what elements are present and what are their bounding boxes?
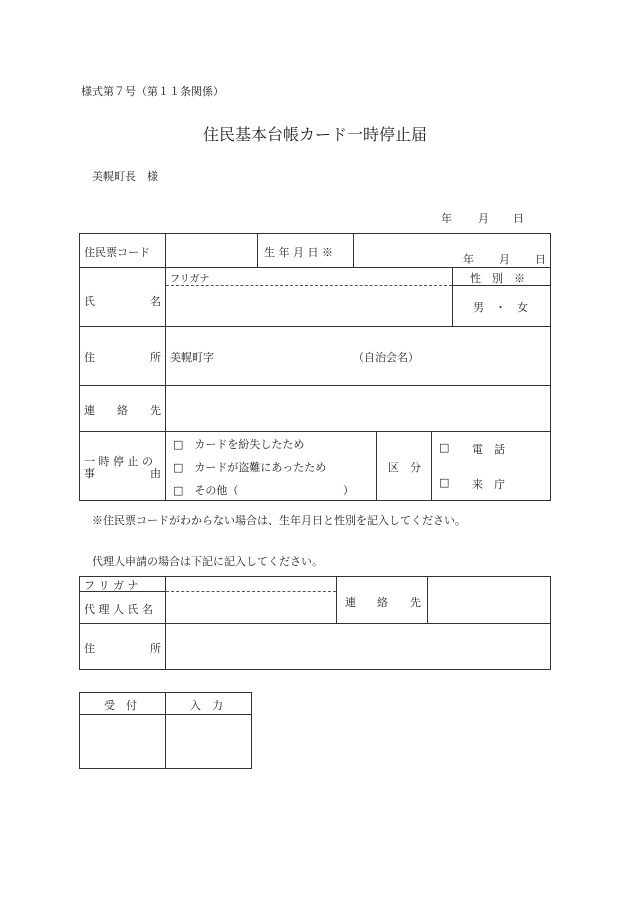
main-table-border (550, 233, 551, 501)
reason-label: 由 (150, 467, 161, 480)
main-table-border (79, 326, 551, 327)
proxy-contact-label: 先 (410, 596, 421, 609)
reason-option-lost[interactable]: □ カードを紛失したため (173, 438, 305, 451)
juminhyo-code-label: 住民票コード (84, 246, 150, 259)
address-field[interactable] (225, 330, 345, 382)
proxy-table-border (336, 576, 337, 624)
proxy-address-label: 住 (84, 642, 95, 655)
note-text: ※住民票コードがわからない場合は、生年月日と性別を記入してください。 (92, 514, 466, 527)
main-table-border (376, 431, 377, 501)
main-table-border (257, 233, 258, 268)
contact-label: 連 (84, 404, 95, 417)
page-title: 住民基本台帳カード一時停止届 (202, 125, 427, 144)
proxy-contact-label: 絡 (377, 596, 388, 609)
proxy-intro: 代理人申請の場合は下記に記入してください。 (92, 555, 323, 568)
sex-label: 性 別 ※ (470, 272, 525, 285)
category-phone-checkbox[interactable]: □ (439, 441, 450, 454)
main-table-border (452, 267, 453, 327)
proxy-address-field[interactable] (166, 624, 550, 669)
form-number: 様式第７号（第１１条関係） (81, 85, 224, 98)
date-day-label: 日 (513, 212, 524, 225)
contact-label: 先 (150, 404, 161, 417)
sex-options[interactable]: 男 ・ 女 (473, 301, 528, 314)
input-label: 入 力 (190, 699, 223, 712)
birthdate-field[interactable] (354, 234, 550, 267)
main-table-border (431, 431, 432, 501)
category-visit-checkbox[interactable]: □ (439, 476, 450, 489)
proxy-table-border (79, 576, 80, 670)
address-label: 住 (84, 351, 95, 364)
reason-option-stolen[interactable]: □ カードが盗難にあったため (173, 461, 327, 474)
date-year-label: 年 (441, 212, 452, 225)
reason-label: 事 (84, 467, 95, 480)
proxy-name-label: 代 理 人 氏 名 (84, 603, 153, 616)
contact-field[interactable] (166, 386, 550, 431)
name-label: 氏 (84, 295, 95, 308)
name-label: 名 (150, 295, 161, 308)
reason-label: 一 時 停 止 の (84, 455, 153, 468)
input-stamp-field (166, 715, 251, 768)
address-label: 所 (150, 351, 161, 364)
proxy-table-border (550, 576, 551, 670)
main-table-border (79, 233, 80, 501)
birth-year-label: 年 (463, 253, 474, 266)
juminhyo-code-field[interactable] (166, 234, 257, 267)
furigana-label: フリガナ (170, 274, 210, 285)
main-table-border (79, 431, 551, 432)
reception-stamp-field (80, 715, 165, 768)
birth-day-label: 日 (535, 253, 546, 266)
category-visit-label: 来 庁 (472, 478, 505, 491)
main-table-border (79, 500, 551, 501)
office-table-border (251, 692, 252, 769)
address-prefix: 美幌町字 (170, 351, 214, 364)
birthdate-label: 生 年 月 日 ※ (264, 246, 333, 259)
neighborhood-label: （自治会名） (353, 351, 419, 364)
furigana-field[interactable] (166, 268, 452, 285)
proxy-contact-field[interactable] (428, 577, 550, 623)
contact-label: 絡 (117, 404, 128, 417)
proxy-address-label: 所 (150, 642, 161, 655)
proxy-furigana-label: フ リ ガ ナ (84, 579, 139, 592)
addressee: 美幌町長 様 (92, 170, 158, 183)
reception-label: 受 付 (104, 699, 137, 712)
name-field[interactable] (166, 286, 452, 326)
reason-option-other[interactable]: □ その他（ (173, 484, 239, 497)
birth-month-label: 月 (499, 253, 510, 266)
proxy-contact-label: 連 (345, 596, 356, 609)
category-phone-label: 電 話 (472, 443, 505, 456)
category-label: 区 分 (388, 461, 421, 474)
reason-other-close-paren: ） (343, 484, 354, 497)
proxy-furigana-field[interactable] (166, 577, 336, 591)
date-month-label: 月 (478, 212, 489, 225)
proxy-table-border (79, 669, 551, 670)
proxy-name-field[interactable] (166, 592, 336, 623)
